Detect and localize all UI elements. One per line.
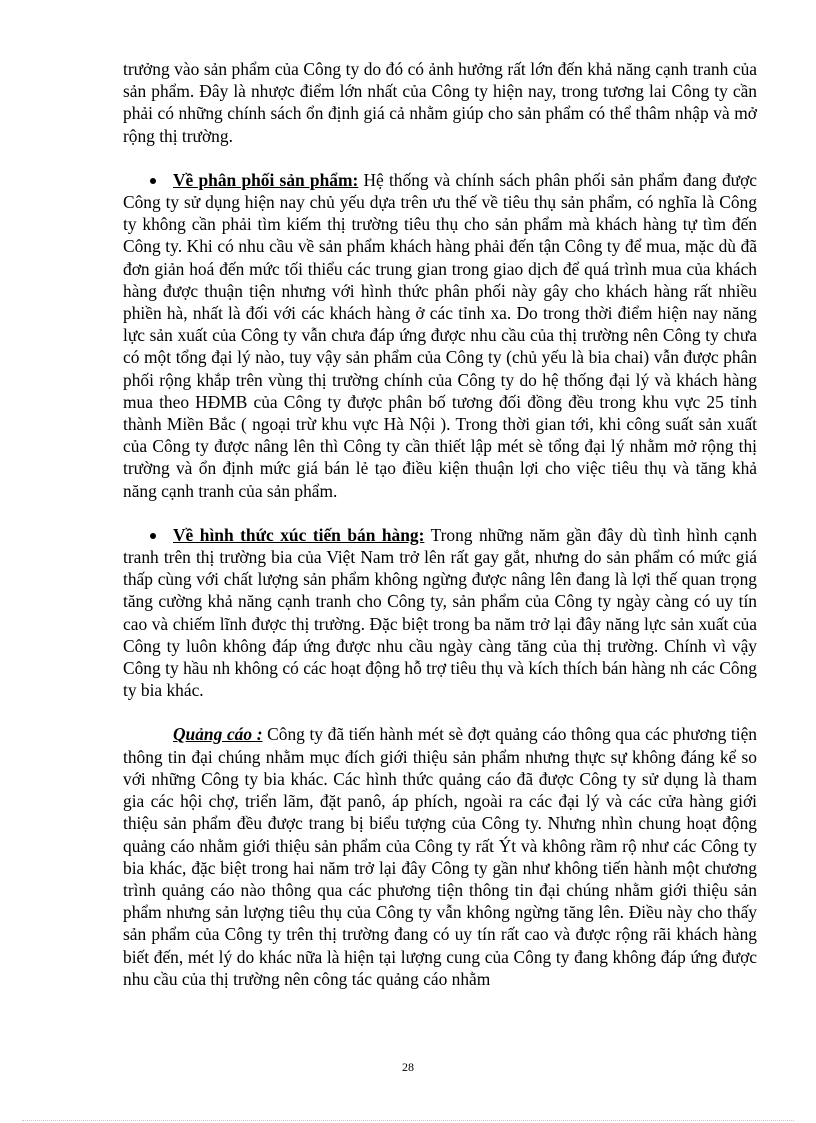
section-distribution-heading: Về phân phối sản phẩm: [173, 169, 359, 190]
paragraph-gap [123, 701, 757, 723]
section-promotion-heading: Về hình thức xúc tiến bán hàng: [173, 524, 425, 545]
paragraph-gap [123, 147, 757, 169]
section-promotion [123, 524, 757, 702]
footer-divider [22, 1120, 794, 1121]
section-distribution-body: Hệ thống và chính sách phân phối sản phẩm đang được Công ty sử dụng hiện nay chủ yếu dựa trên ưu thế về tiêu thụ sản phẩm, có nghĩa là Công ty không cần phải tìm kiếm thị trường tiêu thụ cho sản phẩm mà khách hàng tự tìm đến Công ty. Khi có nhu cầu về sản phẩm khách hàng phải đến tận Công ty để mua, mặc dù đã đơn giản hoá đến mức tối thiểu các trung gian trong giao dịch để quá trình mua của khách hàng được thuận tiện nhưng với hình thức phân phối này gây cho khách hàng rất nhiều phiền hà, nhất là đối với các khách hàng ở các tỉnh xa. Do trong thời điểm hiện nay năng lực sản xuất của Công ty vẫn chưa đáp ứng được nhu cầu của thị trường nên Công ty chưa có một tổng đại lý nào, tuy vậy sản phẩm của Công ty (chủ yếu là bia chai) vẫn được phân phối rộng khắp trên vùng thị trường chính của Công ty do hệ thống đại lý và khách hàng mua theo HĐMB của Công ty được phân bố tương đối đồng đều trong khu vực 25 tỉnh thành Miền Bắc ( ngoại trừ khu vực Hà Nội ). Trong thời gian tới, khi công suất sản xuất của Công ty được nâng lên thì Công ty cần thiết lập mét sè tổng đại lý nhằm mở rộng thị trường và ổn định mức giá bán lẻ tạo điều kiện thuận lợi cho việc tiêu thụ và tăng khả năng cạnh tranh của sản phẩm. [123, 169, 757, 501]
section-promotion-body: Trong những năm gần đây dù tình hình cạnh tranh trên thị trường bia của Việt Nam trở lên rất gay gắt, nhưng do sản phẩm có mức giá thấp cùng với chất lượng sản phẩm không ngừng được nâng lên đang là lợi thế quan trọng tăng cường khả năng cạnh tranh cho Công ty, sản phẩm của Công ty ngày càng có uy tín cao và chiếm lĩnh được thị trường. Đặc biệt trong ba năm trở lại đây năng lực sản xuất của Công ty luôn không đáp ứng được nhu cầu ngày càng tăng của thị trường. Chính vì vậy Công ty hầu nh không có các hoạt động hỗ trợ tiêu thụ và kích thích bán hàng nh các Công ty bia khác. [123, 524, 757, 701]
paragraph-continuation: trưởng vào sản phẩm của Công ty do đó có ảnh hưởng rất lớn đến khả năng cạnh tranh của sản phẩm. Đây là nhược điểm lớn nhất của Công ty hiện nay, trong tương lai Công ty cần phải có những chính sách ổn định giá cả nhằm giúp cho sản phẩm có thể thâm nhập và mở rộng thị trường. [123, 59, 757, 146]
section-advertising [123, 723, 757, 989]
section-advertising-heading: Quảng cáo : [173, 724, 263, 745]
paragraph-gap [123, 502, 757, 524]
section-distribution [123, 169, 757, 502]
page-body [123, 58, 757, 990]
page-number: 28 [402, 1060, 414, 1074]
section-advertising-body: Công ty đã tiến hành mét sè đợt quảng cáo thông qua các phương tiện thông tin đại chúng nhằm mục đích giới thiệu sản phẩm nhưng thực sự không đáng kể so với những Công ty bia khác. Các hình thức quảng cáo đã được Công ty sử dụng là tham gia các hội chợ, triển lãm, đặt panô, áp phích, ngoài ra các đại lý và các cửa hàng giới thiệu sản phẩm đều được trang bị biểu tượng của Công ty. Nhưng nhìn chung hoạt động quảng cáo nhằm giới thiệu sản phẩm của Công ty rất Ýt và không rầm rộ như các Công ty bia khác, đặc biệt trong hai năm trở lại đây Công ty gần như không tiến hành một chương trình quảng cáo nào thông qua các phương tiện thông tin đại chúng nhằm giới thiệu sản phẩm nhưng sản lượng tiêu thụ của Công ty vẫn không ngừng tăng lên. Điều này cho thấy sản phẩm của Công ty trên thị trường đang có uy tín rất cao và được rộng rãi khách hàng biết đến, mét lý do khác nữa là hiện tại lượng cung của Công ty đang không đáp ứng được nhu cầu của thị trường nên công tác quảng cáo nhằm [123, 724, 757, 989]
bullet-icon [150, 178, 156, 184]
bullet-icon [150, 533, 156, 539]
